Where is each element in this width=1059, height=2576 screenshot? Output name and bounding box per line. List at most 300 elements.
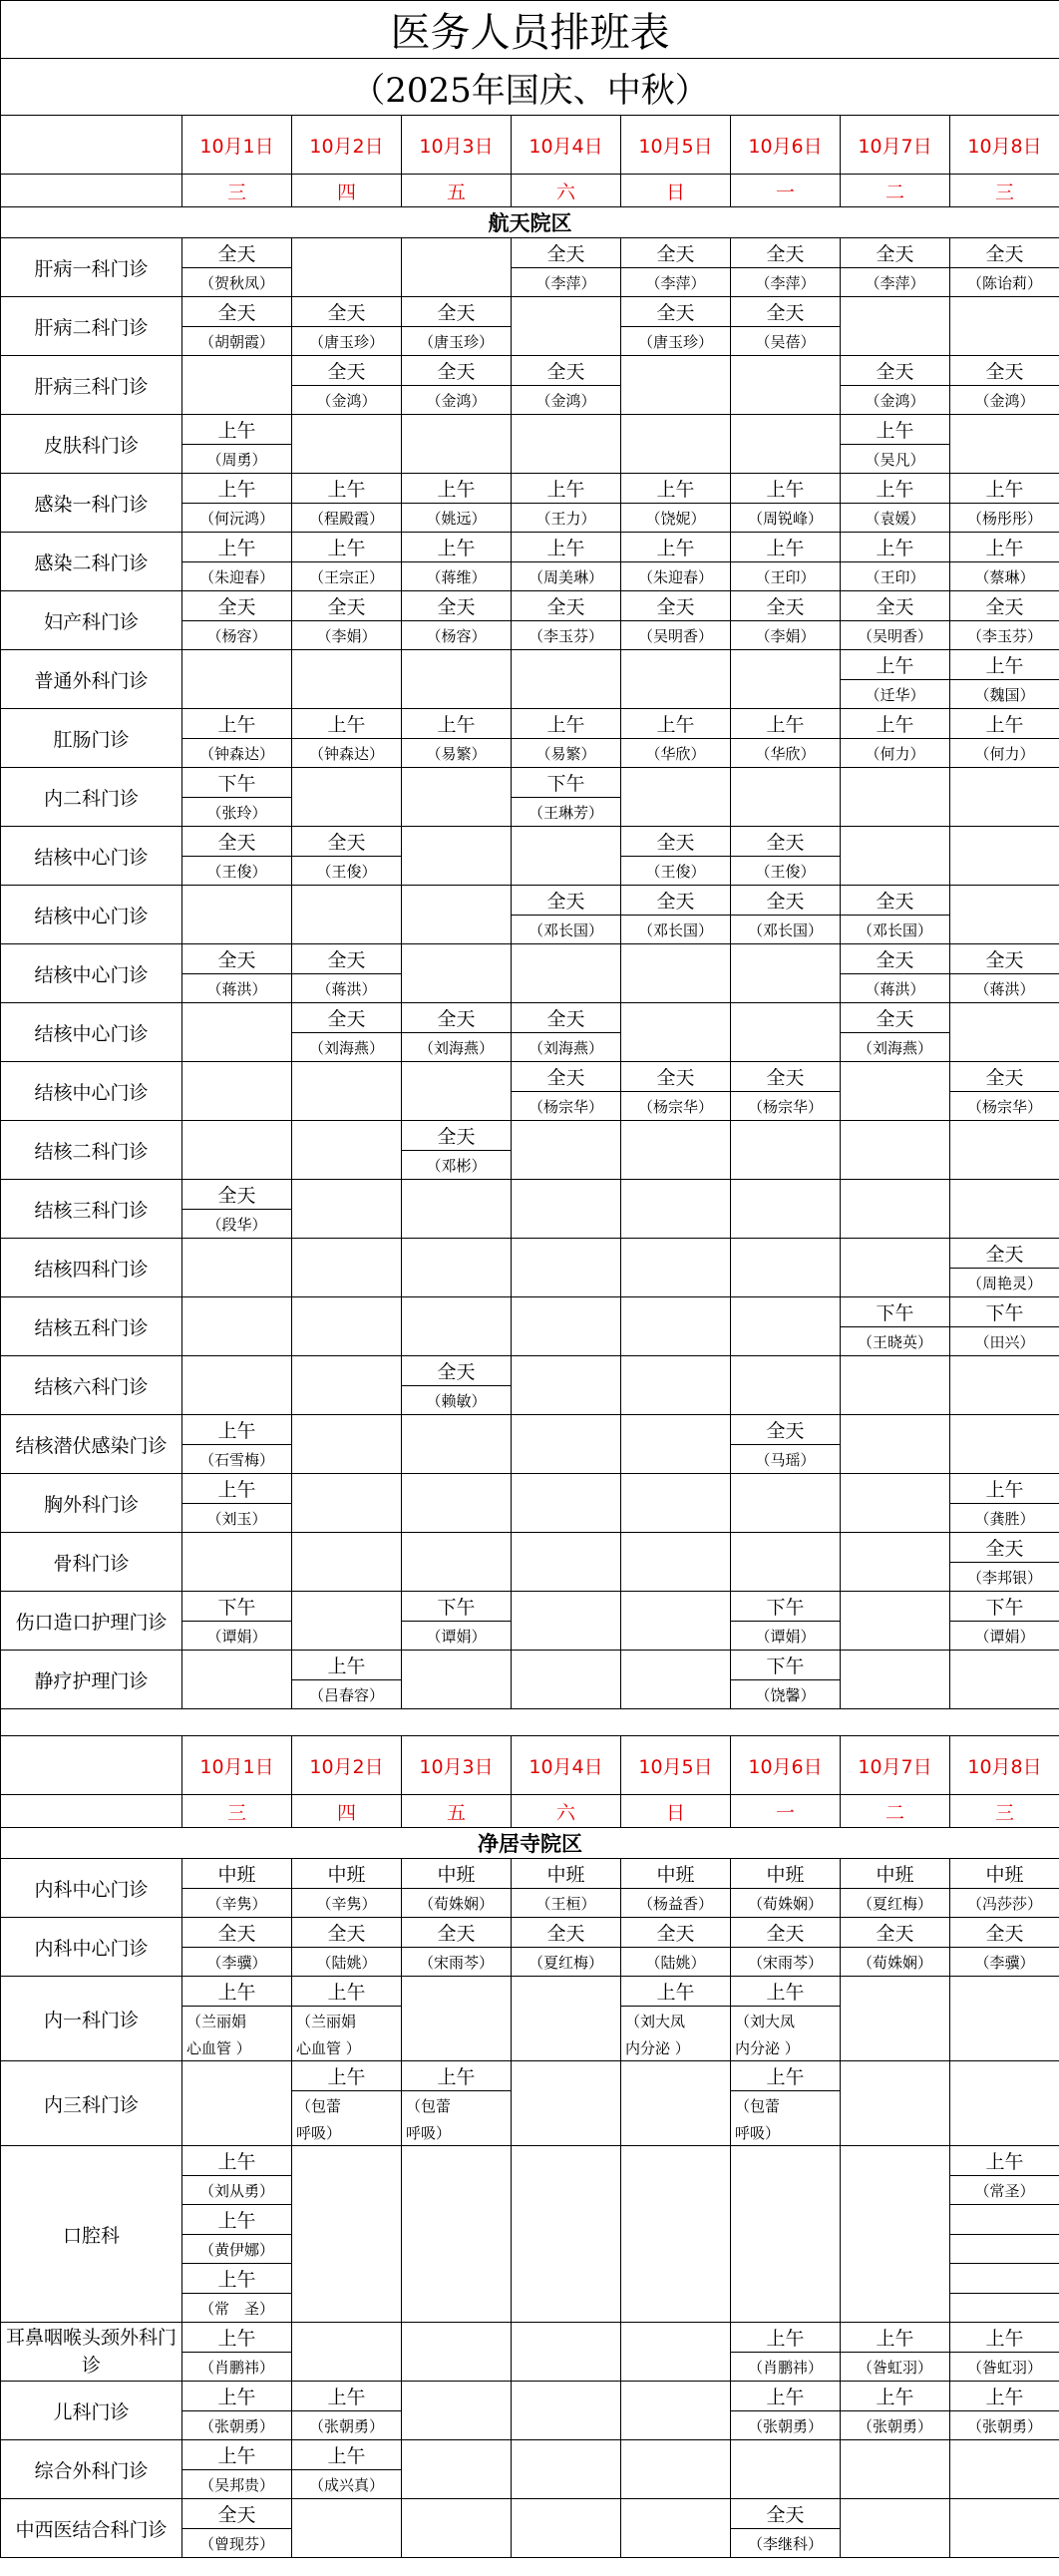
header-blank-cell [1,1736,182,1795]
staff-name: （朱迎春） [621,562,731,591]
shift-label: 上午 [292,474,402,504]
schedule-cell [512,1533,621,1592]
staff-name: （兰丽娟 [292,2007,402,2035]
weekday-header: 四 [292,1795,402,1828]
weekday-header: 四 [292,175,402,207]
staff-name: （杨宗华） [621,1092,731,1121]
staff-specialty: 呼吸） [292,2119,402,2146]
schedule-cell [950,2061,1059,2146]
staff-name: （陆姚） [621,1948,731,1977]
staff-name: （杨容） [402,621,512,650]
shift-label: 上午 [402,533,512,562]
shift-label: 全天 [292,591,402,621]
staff-name: （李继科） [731,2529,841,2558]
staff-name: （龚胜） [950,1504,1059,1533]
staff-name: （陆姚） [292,1948,402,1977]
shift-label: 全天 [841,944,950,974]
schedule-cell [402,827,512,886]
staff-name: （李萍） [512,268,621,297]
schedule-cell [841,2061,950,2146]
shift-label: 全天 [182,238,292,268]
shift-label: 全天 [512,1003,621,1033]
shift-label: 上午 [182,2382,292,2411]
date-header: 10月5日 [621,1736,731,1795]
shift-label: 中班 [621,1859,731,1889]
shift-label: 全天 [512,238,621,268]
staff-name: （邓彬） [402,1151,512,1180]
staff-name: （吴蓓） [731,327,841,356]
staff-name: （金鸿） [402,386,512,415]
schedule-cell [182,1121,292,1180]
shift-label: 上午 [950,533,1059,562]
staff-name: （金鸿） [292,386,402,415]
schedule-cell [512,1415,621,1474]
staff-name: （谭娟） [731,1622,841,1651]
staff-name: （吕春容） [292,1680,402,1709]
schedule-cell [841,1121,950,1180]
department-name: 内科中心门诊 [1,1859,182,1918]
schedule-cell [402,1977,512,2061]
staff-name: （贺秋凤） [182,268,292,297]
shift-label: 上午 [621,474,731,504]
staff-name: （谭娟） [182,1622,292,1651]
shift-label: 全天 [402,297,512,327]
shift-label: 上午 [841,2382,950,2411]
staff-name: （张朝勇） [182,2411,292,2440]
schedule-cell [292,1121,402,1180]
schedule-cell [841,1239,950,1297]
shift-label: 上午 [731,474,841,504]
schedule-cell [950,886,1059,944]
staff-name: （陈诒莉） [950,268,1059,297]
staff-name: （王印） [731,562,841,591]
shift-label: 上午 [950,650,1059,680]
shift-label: 上午 [731,1977,841,2007]
weekday-header: 日 [621,175,731,207]
staff-name: （刘大凤 [621,2007,731,2035]
staff-name: （金鸿） [841,386,950,415]
staff-name: （夏红梅） [512,1948,621,1977]
shift-label: 上午 [950,709,1059,739]
staff-name: （王俊） [621,857,731,886]
staff-name: （唐玉珍） [402,327,512,356]
department-name: 内二科门诊 [1,768,182,827]
schedule-cell [950,1977,1059,2061]
staff-name: （刘从勇） [182,2176,292,2205]
schedule-cell [512,944,621,1003]
schedule-cell [402,650,512,709]
staff-name: （李骥） [182,1948,292,1977]
shift-label: 全天 [841,886,950,916]
schedule-cell [402,415,512,474]
staff-name: （刘海燕） [841,1033,950,1062]
staff-specialty: 心血管 ） [292,2034,402,2061]
schedule-cell [512,1592,621,1651]
shift-label: 全天 [731,827,841,857]
staff-name: （张玲） [182,798,292,827]
staff-name: （曾现芬） [182,2529,292,2558]
schedule-cell [841,1062,950,1121]
shift-label: 上午 [182,1977,292,2007]
staff-name: （张朝勇） [731,2411,841,2440]
staff-name: （杨容） [182,621,292,650]
staff-name: （吴凡） [841,445,950,474]
shift-label: 全天 [182,1180,292,1210]
staff-name: （王俊） [292,857,402,886]
shift-label: 上午 [621,533,731,562]
weekday-header: 日 [621,1795,731,1828]
staff-name: （李萍） [731,268,841,297]
schedule-cell [512,1297,621,1356]
shift-label: 上午 [292,533,402,562]
staff-name: （荀姝娴） [841,1948,950,1977]
date-header: 10月1日 [182,1736,292,1795]
schedule-cell [731,1356,841,1415]
staff-name: （荀姝娴） [731,1889,841,1918]
shift-label: 上午 [292,1977,402,2007]
department-name: 妇产科门诊 [1,591,182,650]
schedule-cell [512,1651,621,1709]
weekday-header: 六 [512,1795,621,1828]
shift-label: 上午 [512,709,621,739]
schedule-cell [512,650,621,709]
weekday-header: 一 [731,175,841,207]
shift-label: 全天 [950,591,1059,621]
department-name: 内三科门诊 [1,2061,182,2146]
staff-specialty: 呼吸） [731,2119,841,2146]
schedule-cell [182,1651,292,1709]
staff-name: （王琳芳） [512,798,621,827]
schedule-cell [621,1592,731,1651]
schedule-cell [402,2323,512,2382]
schedule-cell [402,768,512,827]
staff-name: （杨宗华） [512,1092,621,1121]
page-subtitle: （2025年国庆、中秋） [1,59,1059,116]
shift-label: 全天 [621,238,731,268]
shift-label: 全天 [731,2499,841,2529]
staff-name: （刘海燕） [402,1033,512,1062]
staff-name: （易繁） [512,739,621,768]
schedule-cell [621,2440,731,2499]
date-header: 10月3日 [402,116,512,175]
shift-label: 全天 [182,297,292,327]
weekday-header: 三 [950,1795,1059,1828]
staff-name: （包蕾 [402,2091,512,2120]
schedule-cell [841,1180,950,1239]
staff-name: （唐玉珍） [292,327,402,356]
shift-label: 全天 [621,827,731,857]
department-name: 普通外科门诊 [1,650,182,709]
staff-name: （迁华） [841,680,950,709]
schedule-cell [841,1533,950,1592]
schedule-cell [950,415,1059,474]
staff-name: （朱迎春） [182,562,292,591]
department-name: 结核三科门诊 [1,1180,182,1239]
shift-label: 全天 [950,944,1059,974]
schedule-cell [950,1651,1059,1709]
staff-name: （李萍） [621,268,731,297]
shift-label: 全天 [621,1918,731,1948]
department-name: 儿科门诊 [1,2382,182,2440]
department-name: 耳鼻咽喉头颈外科门诊 [1,2323,182,2382]
schedule-cell [621,2061,731,2146]
schedule-cell [731,1239,841,1297]
shift-label: 上午 [731,2061,841,2091]
schedule-cell [841,1474,950,1533]
schedule-cell [841,297,950,356]
schedule-cell [621,1121,731,1180]
schedule-cell [512,2499,621,2558]
weekday-header: 一 [731,1795,841,1828]
shift-label: 上午 [182,474,292,504]
shift-label: 全天 [950,1533,1059,1563]
schedule-cell [402,2440,512,2499]
staff-name: （谭娟） [950,1622,1059,1651]
department-name: 结核六科门诊 [1,1356,182,1415]
department-name: 结核中心门诊 [1,1062,182,1121]
schedule-cell [292,1592,402,1651]
shift-label: 全天 [950,1918,1059,1948]
schedule-cell [621,1003,731,1062]
staff-name: （石雪梅） [182,1445,292,1474]
schedule-cell [512,1239,621,1297]
shift-label: 全天 [950,356,1059,386]
shift-label: 全天 [731,1062,841,1092]
shift-label: 全天 [841,1003,950,1033]
weekday-header: 二 [841,175,950,207]
schedule-cell [731,2440,841,2499]
schedule-cell [182,1297,292,1356]
shift-label: 全天 [402,591,512,621]
department-name: 骨科门诊 [1,1533,182,1592]
staff-name: （杨彤彤） [950,504,1059,533]
staff-name: （蒋维） [402,562,512,591]
shift-label: 全天 [292,827,402,857]
staff-name: （杨益香） [621,1889,731,1918]
staff-name: （刘大凤 [731,2007,841,2035]
shift-label: 全天 [621,591,731,621]
schedule-cell [512,2440,621,2499]
schedule-cell [950,2499,1059,2558]
staff-name: （蒋洪） [950,974,1059,1003]
schedule-cell [621,944,731,1003]
staff-name: （刘玉） [182,1504,292,1533]
staff-name: （蔡琳） [950,562,1059,591]
staff-name: （吴邦贵） [182,2470,292,2499]
schedule-cell [512,827,621,886]
staff-name: （邓长国） [841,916,950,944]
schedule-cell [731,1297,841,1356]
schedule-cell [402,1415,512,1474]
schedule-cell [292,768,402,827]
staff-name: （周艳灵） [950,1269,1059,1297]
shift-label: 全天 [950,1062,1059,1092]
staff-name: （谭娟） [402,1622,512,1651]
staff-name: （唐玉珍） [621,327,731,356]
shift-label: 全天 [292,1918,402,1948]
staff-name: （张朝勇） [841,2411,950,2440]
schedule-cell [621,2499,731,2558]
staff-name: （肖鹏祎） [182,2353,292,2382]
date-header: 10月8日 [950,116,1059,175]
staff-name: （魏国） [950,680,1059,709]
shift-label: 上午 [841,474,950,504]
shift-label: 全天 [841,356,950,386]
schedule-cell [402,886,512,944]
staff-name: （吴明香） [841,621,950,650]
schedule-cell [621,1297,731,1356]
staff-name: （昝虹羽） [841,2353,950,2382]
shift-label: 上午 [182,2264,292,2294]
schedule-cell [841,1415,950,1474]
department-name: 综合外科门诊 [1,2440,182,2499]
date-header: 10月8日 [950,1736,1059,1795]
staff-name: （包蕾 [292,2091,402,2120]
department-name: 结核中心门诊 [1,944,182,1003]
date-header: 10月6日 [731,116,841,175]
schedule-cell [841,2146,950,2323]
shift-label: 中班 [841,1859,950,1889]
weekday-header: 二 [841,1795,950,1828]
shift-label: 上午 [182,2146,292,2176]
staff-name: （张朝勇） [292,2411,402,2440]
shift-label: 上午 [182,2440,292,2470]
shift-label: 上午 [402,2061,512,2091]
schedule-cell [841,827,950,886]
schedule-cell [621,650,731,709]
shift-label: 全天 [402,1356,512,1386]
staff-specialty: 内分泌 ） [731,2034,841,2061]
shift-label: 上午 [182,709,292,739]
schedule-cell [841,768,950,827]
shift-label: 下午 [402,1592,512,1622]
staff-name: （夏红梅） [841,1889,950,1918]
schedule-cell [402,2382,512,2440]
department-name: 皮肤科门诊 [1,415,182,474]
staff-name: （蒋洪） [182,974,292,1003]
schedule-cell [621,1180,731,1239]
schedule-cell [731,415,841,474]
schedule-cell [950,1415,1059,1474]
schedule-cell [292,1474,402,1533]
shift-label: 全天 [841,591,950,621]
shift-label: 全天 [402,1121,512,1151]
staff-name: （钟森达） [182,739,292,768]
schedule-cell [950,1356,1059,1415]
staff-name: （程殿霞） [292,504,402,533]
staff-name: （李玉芬） [950,621,1059,650]
staff-specialty: 心血管 ） [182,2034,292,2061]
schedule-cell [402,1062,512,1121]
schedule-cell [621,1533,731,1592]
staff-name: （马瑶） [731,1445,841,1474]
staff-name: （王俊） [731,857,841,886]
shift-label: 全天 [731,886,841,916]
shift-label: 全天 [841,1918,950,1948]
staff-name: （田兴） [950,1327,1059,1356]
shift-label: 全天 [182,944,292,974]
shift-label: 全天 [841,238,950,268]
staff-name: （华欣） [731,739,841,768]
schedule-cell [950,827,1059,886]
shift-label: 上午 [292,2382,402,2411]
schedule-cell [621,768,731,827]
shift-label: 全天 [621,1062,731,1092]
staff-name: （赖敏） [402,1386,512,1415]
staff-name: （包蕾 [731,2091,841,2120]
schedule-cell [512,2061,621,2146]
shift-label: 中班 [182,1859,292,1889]
schedule-cell [292,886,402,944]
header-blank-cell [1,116,182,175]
schedule-cell [621,1415,731,1474]
shift-label: 全天 [182,827,292,857]
schedule-cell [621,356,731,415]
department-name: 内科中心门诊 [1,1918,182,1977]
staff-specialty: 内分泌 ） [621,2034,731,2061]
department-name: 结核潜伏感染门诊 [1,1415,182,1474]
shift-label: 上午 [731,709,841,739]
shift-label: 全天 [512,591,621,621]
staff-name: （兰丽娟 [182,2007,292,2035]
shift-label: 下午 [841,1297,950,1327]
shift-label: 上午 [292,2440,402,2470]
shift-label: 全天 [512,356,621,386]
schedule-cell [841,2440,950,2499]
schedule-cell [182,1533,292,1592]
schedule-cell [731,944,841,1003]
schedule-cell [402,1651,512,1709]
header-blank-cell [1,1795,182,1828]
schedule-cell [621,1651,731,1709]
schedule-cell [292,1356,402,1415]
schedule-cell [621,1356,731,1415]
department-name: 结核四科门诊 [1,1239,182,1297]
spacer-row [1,1709,1059,1736]
shift-label: 全天 [950,1239,1059,1269]
staff-name: （蒋洪） [292,974,402,1003]
department-name: 口腔科 [1,2146,182,2323]
schedule-cell [950,1180,1059,1239]
staff-name: （辛隽） [292,1889,402,1918]
shift-label: 上午 [182,2323,292,2353]
schedule-cell [950,768,1059,827]
staff-name: （何力） [950,739,1059,768]
staff-name: （周美琳） [512,562,621,591]
schedule-cell [292,415,402,474]
date-header: 10月7日 [841,116,950,175]
schedule-cell [182,1239,292,1297]
weekday-header: 三 [182,175,292,207]
staff-name: （王俊） [182,857,292,886]
shift-label: 上午 [182,1415,292,1445]
schedule-cell [621,1474,731,1533]
staff-name: （周锐峰） [731,504,841,533]
staff-name: （吴明香） [621,621,731,650]
header-blank-cell [1,175,182,207]
shift-label: 全天 [731,591,841,621]
schedule-cell [841,2499,950,2558]
date-header: 10月4日 [512,116,621,175]
schedule-cell [841,1356,950,1415]
department-name: 肝病三科门诊 [1,356,182,415]
department-name: 结核二科门诊 [1,1121,182,1180]
schedule-cell [402,2146,512,2323]
schedule-cell [621,1239,731,1297]
shift-label: 上午 [950,2323,1059,2353]
schedule-cell [841,1592,950,1651]
staff-name: （张朝勇） [950,2411,1059,2440]
